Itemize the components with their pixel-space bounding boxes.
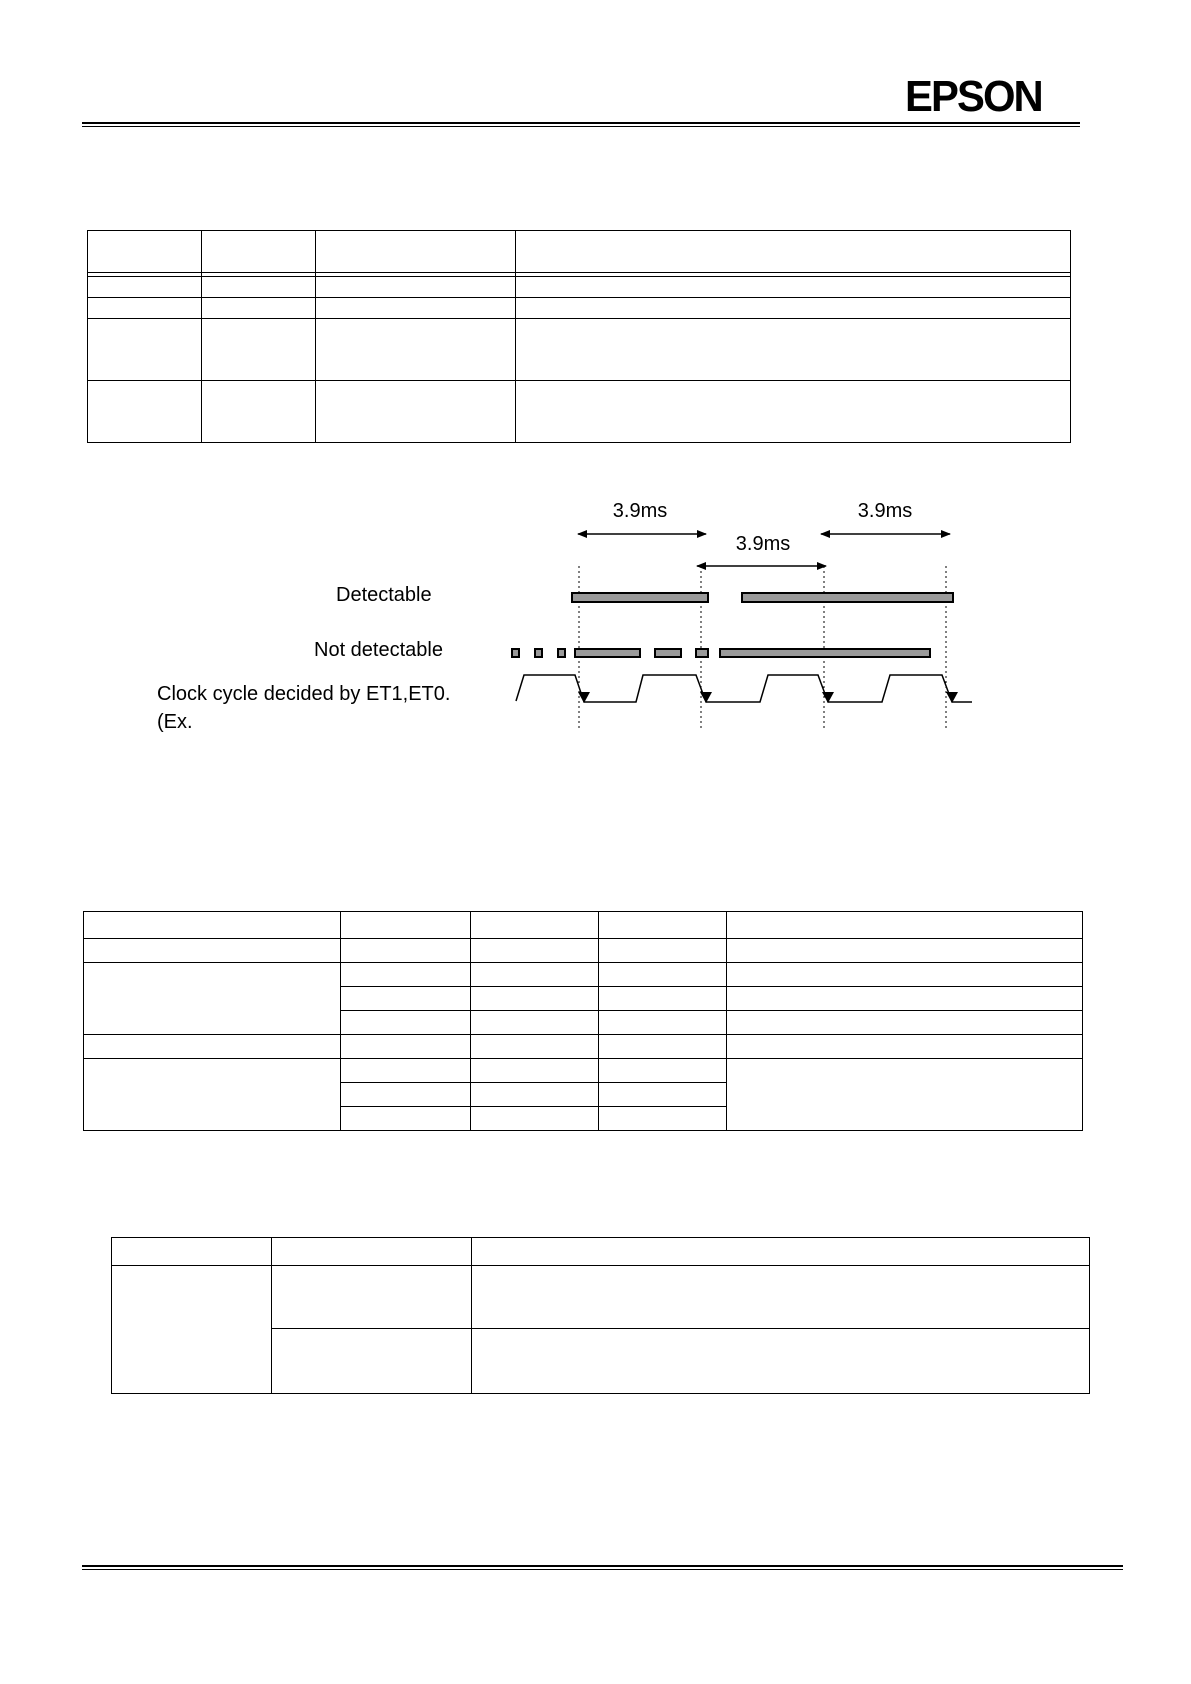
epson-logo: EPSON xyxy=(905,72,1042,121)
table-row xyxy=(84,963,1083,987)
timing-diagram xyxy=(0,0,1191,760)
register-table-2 xyxy=(83,911,1083,1131)
table-row xyxy=(84,1035,1083,1059)
table-row xyxy=(84,912,1083,939)
not-detectable-bar-3 xyxy=(558,649,565,657)
register-table-3 xyxy=(111,1237,1090,1394)
footer-rule-bottom xyxy=(82,1569,1123,1570)
not-detectable-bar-4 xyxy=(575,649,640,657)
table-row xyxy=(84,939,1083,963)
not-detectable-bar-5 xyxy=(655,649,681,657)
not-detectable-bar-2 xyxy=(535,649,542,657)
footer-rule-top xyxy=(82,1565,1123,1567)
interval-label-1: 3.9ms xyxy=(612,500,668,522)
table-row xyxy=(112,1238,1090,1266)
not-detectable-bar-7 xyxy=(720,649,930,657)
detectable-bar-2 xyxy=(742,593,953,602)
table-row xyxy=(84,1059,1083,1083)
detectable-bar-1 xyxy=(572,593,708,602)
row-label-not-detectable: Not detectable xyxy=(314,639,443,661)
table-row xyxy=(112,1266,1090,1329)
row-label-clock-example: (Ex. xyxy=(157,711,193,733)
not-detectable-bar-6 xyxy=(696,649,708,657)
row-label-clock-cycle: Clock cycle decided by ET1,ET0. xyxy=(157,683,451,705)
interval-label-3: 3.9ms xyxy=(857,500,913,522)
row-label-detectable: Detectable xyxy=(336,584,432,606)
not-detectable-bar-1 xyxy=(512,649,519,657)
interval-label-2: 3.9ms xyxy=(735,533,791,555)
guide-lines xyxy=(579,566,946,728)
